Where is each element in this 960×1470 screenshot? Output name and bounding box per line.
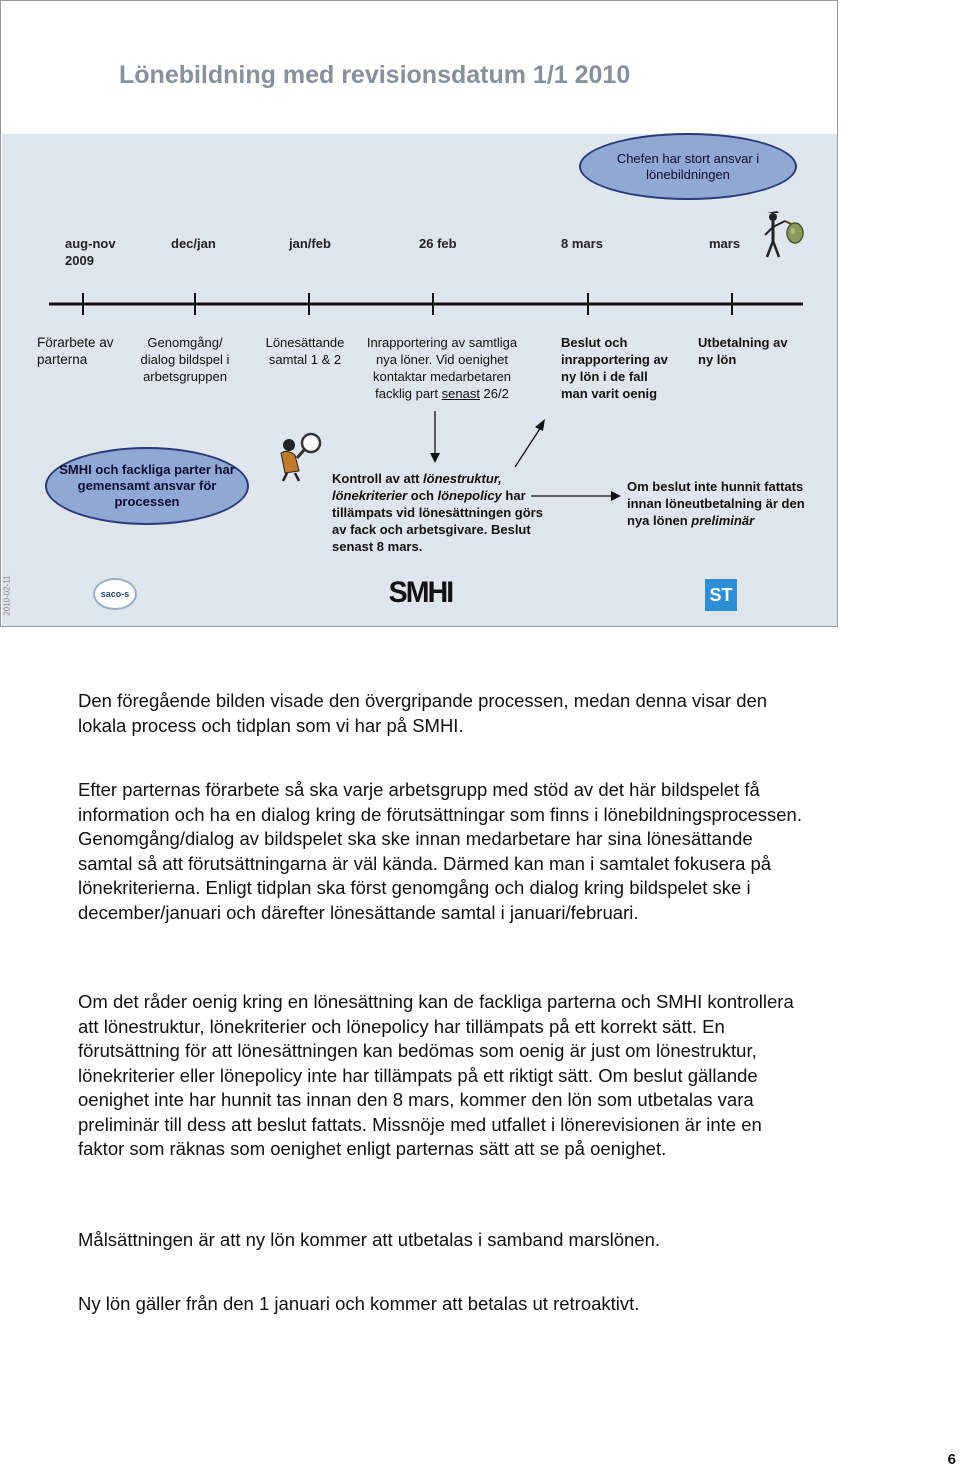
paragraph-process: Efter parternas förarbete så ska varje arbetsgrupp med stöd av det här bildspelet få information och ha en dialog kring de förutsättningar som finns i lönebildningsprocessen. Genomgång/dialog av bildspelet ska ske innan medarbetare har sina lönesättande samtal så att förutsättningarna är väl kända. Därmed kan man i samtalet fokusera på lönekriterierna. Enligt tidplan ska först genomgång och dialog kring bildspelet ske i december/januari och därefter lönesättande samtal i januari/februari. [78,779,802,923]
slide-title: Lönebildning med revisionsdatum 1/1 2010 [119,61,631,89]
st-logo-text: ST [709,584,733,605]
slide-frame [0,0,838,627]
chef-callout [579,133,797,200]
date-jan-feb: jan/feb [289,236,331,251]
saco-s-logo-text: saco-s [100,589,130,599]
control-text [332,470,547,555]
step-inrapportering-date: 26/2 [479,386,509,401]
control-text-2: och [407,488,438,503]
chef-callout-text: Chefen har stort ansvar i lönebildningen [616,150,760,182]
step-inrapportering [363,334,521,402]
page-number: 6 [947,1451,956,1468]
control-text-italic-2: lönepolicy [437,488,502,503]
step-beslut: Beslut och inrapportering av ny lön i de fall man varit oenig [561,335,668,401]
control-text-italic-1: lönestruktur, lönekriterier [332,471,502,503]
step-utbetalning: Utbetalning av ny lön [698,335,788,367]
step-forarbete: Förarbete av parterna [37,335,114,367]
smhi-callout-text: SMHI och fackliga parter har gemensamt ansvar för processen [59,462,235,509]
decision-text-italic: preliminär [691,513,755,528]
control-text-3: har tillämpats vid lönesättningen görs av fack och arbetsgivare. Beslut senast 8 mars. [332,488,543,554]
date-8-mars: 8 mars [561,236,603,251]
magnifier-person-icon [273,431,327,483]
step-inrapportering-underlined: senast [441,386,480,401]
slide-footer-date: 2010-02-11 [2,575,12,616]
step-lonesattande: Lönesättande samtal 1 & 2 [265,335,345,367]
smhi-logo: SMHI [388,576,453,609]
control-text-1: Kontroll av att [332,471,424,486]
date-26-feb: 26 feb [419,236,457,251]
step-inrapportering-text: Inrapportering av samtliga nya löner. Vid oenighet kontaktar medarbetaren facklig part [366,335,518,401]
traveler-icon [759,209,809,265]
step-genomgang: Genomgång/ dialog bildspel i arbetsgruppen [140,335,230,384]
date-dec-jan: dec/jan [171,236,216,251]
smhi-callout [45,447,249,525]
arrows [421,409,561,471]
paragraph-retroaktivt: Ny lön gäller från den 1 januari och kommer att betalas ut retroaktivt. [78,1293,640,1314]
saco-s-logo [93,578,137,610]
paragraph-malsattning: Målsättningen är att ny lön kommer att utbetalas i samband marslönen. [78,1229,661,1250]
decision-text [627,478,813,529]
st-logo [705,579,737,611]
paragraph-intro: Den föregående bilden visade den övergripande processen, medan denna visar den lokala process och tidplan som vi har på SMHI. [78,690,768,736]
paragraph-oenighet: Om det råder oenig kring en lönesättning kan de fackliga parterna och SMHI kontrollera att lönestruktur, lönekriterier och lönepolicy har tillämpats på ett korrekt sätt. En förutsättning för att lönesättningen kan bedömas som oenig är just om lönestruktur, lönekriterier eller lönepolicy inte har tillämpats på ett riktigt sätt. Om beslut gällande oenighet inte har hunnit tas innan den 8 mars, kommer den lön som utbetalas vara preliminär till dess att beslut fattats. Missnöje med utfallet i lönerevisionen är inte en faktor som räknas som oenighet enligt parternas sätt att se på oenighet. [78,991,794,1159]
timeline [49,289,805,319]
decision-text-1: Om beslut inte hunnit fattats innan löneutbetalning är den nya lönen [627,479,805,528]
date-aug-nov: aug-nov 2009 [65,236,116,268]
date-mars: mars [709,236,741,251]
